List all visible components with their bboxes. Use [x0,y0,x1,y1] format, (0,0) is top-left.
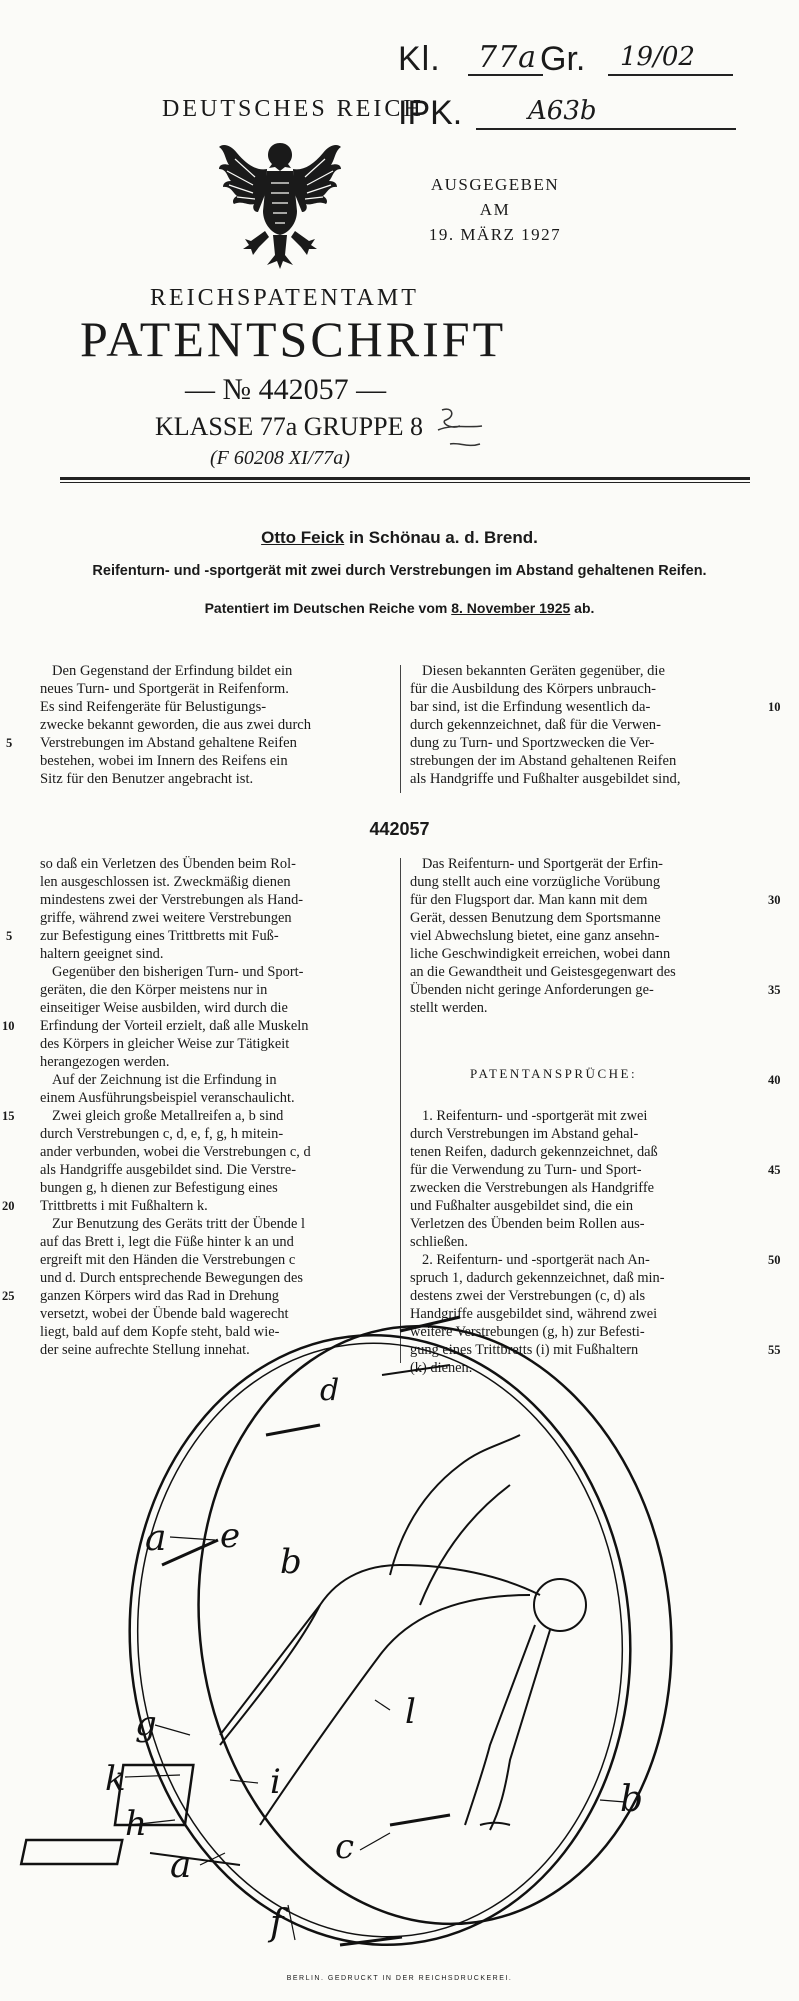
claims-heading: PATENTANSPRÜCHE: [470,1066,638,1081]
text-line: haltern geeignet sind. [40,946,164,962]
label-g: g [135,1704,157,1744]
text-line: durch Verstrebungen c, d, e, f, g, h mitein- [40,1126,284,1142]
text-line: Gerät, dessen Benutzung dem Sportsmanne [410,910,661,926]
ipk-label: IPK. [398,94,463,132]
text-line: des Körpers in gleicher Weise zur Tätigkeit [40,1036,290,1052]
country-heading: DEUTSCHES REICH [162,96,424,122]
text-line: Zur Benutzung des Geräts tritt der Übende l [52,1216,305,1232]
handwritten-mark [430,400,500,460]
text-line: für den Flugsport dar. Man kann mit dem [410,892,648,908]
text-line: herangezogen werden. [40,1054,170,1070]
page2-right-column [410,855,760,1017]
line-number: 50 [768,1253,781,1267]
issued-label: AUSGEGEBEN AM [430,175,560,219]
text-line: griffe, während zwei weitere Verstrebungen [40,910,292,926]
column-separator [400,665,401,793]
label-c: c [335,1827,355,1867]
text-line: geräten, die den Körper meistens nur in [40,982,268,998]
text-line: Gegenüber den bisherigen Turn- und Sport- [52,964,304,980]
label-h: h [125,1804,147,1844]
text-line: auf das Brett i, legt die Füße hinter k an und [40,1234,294,1250]
text-line: liegt, bald auf dem Kopfe steht, bald wie- [40,1324,280,1340]
document-type: PATENTSCHRIFT [80,311,507,367]
issue-info [420,172,570,247]
text-line: an die Gewandtheit und Geistesgegenwart des [410,964,676,980]
eagle-emblem-icon [215,135,345,275]
line-number: 55 [768,1343,781,1357]
claim-line: 2. Reifenturn- und -sportgerät nach An- [422,1252,650,1268]
patented-suffix: ab. [570,600,595,616]
label-i: i [270,1762,281,1802]
text-line: len ausgeschlossen ist. Zweckmäßig dienen [40,874,291,890]
claim-line: tenen Reifen, dadurch gekennzeichnet, daß [410,1144,658,1160]
text-line: strebungen der im Abstand gehaltenen Reifen [410,753,677,769]
patented-line [0,600,799,616]
text-line: durch gekennzeichnet, daß für die Verwen- [410,717,661,733]
text-line: als Handgriffe ausgebildet sind. Die Verstre- [40,1162,297,1178]
text-line: einseitiger Weise ausbilden, wird durch die [40,1000,288,1016]
text-line: ganzen Körpers wird das Rad in Drehung [40,1288,279,1304]
line-number: 10 [768,700,781,714]
claim-line: für die Verwendung zu Turn- und Sport- [410,1162,642,1178]
label-d: d [320,1373,340,1408]
printer-imprint: BERLIN. GEDRUCKT IN DER REICHSDRUCKEREI. [286,1975,513,1982]
line-number: 10 [2,1019,15,1033]
text-line: viel Abwechslung bietet, eine ganz ansehn- [410,928,660,944]
text-line: liche Geschwindigkeit erreichen, wobei dann [410,946,671,962]
page1-right-column [410,662,760,788]
text-line: Diesen bekannten Geräten gegenüber, die [422,663,665,679]
text-line: dung stellt auch eine vorzügliche Vorübung [410,874,661,890]
claim-line: und Fußhalter ausgebildet sind, die ein [410,1198,634,1214]
text-line: Verstrebungen im Abstand gehaltene Reifen [40,735,297,751]
group-underline [608,74,733,76]
line-number: 5 [6,929,13,943]
text-line: als Handgriffe und Fußhalter ausgebildet sind, [410,771,681,787]
label-e: e [220,1516,241,1556]
patented-date: 8. November 1925 [451,600,571,616]
label-b-inner: b [280,1542,302,1582]
text-line: bar sind, ist die Erfindung wesentlich da- [410,699,651,715]
header-rule-thin [60,482,750,483]
text-line: Zwei gleich große Metallreifen a, b sind [52,1108,284,1124]
text-line: stellt werden. [410,1000,488,1016]
class-field [398,40,538,79]
line-number: 40 [768,1073,781,1087]
text-line: versetzt, wobei der Übende bald wagerecht [40,1306,289,1322]
label-f: f [270,1903,284,1944]
patent-drawing [105,1305,700,1955]
hoop-drawing [105,1305,700,1955]
column-separator [400,858,401,1363]
patented-prefix: Patentiert im Deutschen Reiche vom [204,600,452,616]
text-line: Es sind Reifengeräte für Belustigungs- [40,699,267,715]
header-rule-thick [60,477,750,480]
text-line: zwecke bekannt geworden, die aus zwei durch [40,717,312,733]
text-line: dung zu Turn- und Sportzwecken die Ver- [410,735,655,751]
text-line: ander verbunden, wobei die Verstrebungen c, d [40,1144,311,1160]
text-line: bestehen, wobei im Innern des Reifens ein [40,753,288,769]
text-line: neues Turn- und Sportgerät in Reifenform. [40,681,289,697]
line-number: 15 [2,1109,15,1123]
group-label: Gr. [540,40,586,78]
claim-line: (k) dienen. [410,1360,473,1376]
class-label: Kl. [398,40,441,78]
claim-line: 1. Reifenturn- und -sportgerät mit zwei [422,1108,648,1124]
class-value: 77a [478,40,538,75]
text-line: Auf der Zeichnung ist die Erfindung in [52,1072,277,1088]
text-line: ergreift mit den Händen die Verstrebungen c [40,1252,296,1268]
claim-line: weitere Verstrebungen (g, h) zur Befesti- [410,1324,645,1340]
text-line: zur Befestigung eines Trittbretts mit Fuß- [40,928,279,944]
invention-title: Reifenturn- und -sportgerät mit zwei durch Verstrebungen im Abstand gehaltenen Reifen. [92,563,707,579]
issued-date: 19. MÄRZ 1927 [428,225,562,244]
claim-line: durch Verstrebungen im Abstand gehal- [410,1126,639,1142]
text-line: der seine aufrechte Stellung innehat. [40,1342,250,1358]
line-number: 45 [768,1163,781,1177]
text-line: bungen g, h dienen zur Befestigung eines [40,1180,278,1196]
label-a-bottom: a [170,1845,192,1886]
claim-line: Verletzen des Übenden beim Rollen aus- [410,1216,645,1232]
class-group-line: KLASSE 77a GRUPPE 8 [155,412,423,441]
claim-line: gung eines Trittbretts (i) mit Fußhaltern [410,1342,639,1358]
label-l: l [405,1692,416,1732]
text-line: Sitz für den Benutzer angebracht ist. [40,771,254,787]
group-field [540,40,695,79]
text-line: Erfindung der Vorteil erzielt, daß alle Muskeln [40,1018,309,1034]
ipk-value: A63b [528,96,597,126]
text-line: für die Ausbildung des Körpers unbrauch- [410,681,657,697]
claim-line: schließen. [410,1234,468,1250]
label-k: k [105,1759,126,1799]
text-line: und d. Durch entsprechende Bewegungen des [40,1270,303,1286]
text-line: einem Ausführungsbeispiel veranschaulicht. [40,1090,295,1106]
text-line: Den Gegenstand der Erfindung bildet ein [52,663,293,679]
text-line: mindestens zwei der Verstrebungen als Hand- [40,892,304,908]
line-number: 5 [6,736,13,750]
page2-left-column [40,855,385,1359]
class-underline [468,74,543,76]
inventor-name: Otto Feick [261,528,345,547]
group-value: 19/02 [620,42,695,72]
label-a-top: a [145,1518,167,1559]
patent-office: REICHSPATENTAMT [150,285,419,311]
claim-line: spruch 1, dadurch gekennzeichnet, daß min- [410,1270,665,1286]
page1-left-column [40,662,385,788]
inventor-line [0,528,799,548]
label-b-right: b [620,1779,644,1820]
text-line: Übenden nicht geringe Anforderungen ge- [410,982,654,998]
text-line: so daß ein Verletzen des Übenden beim Rol- [40,856,296,872]
line-number: 20 [2,1199,15,1213]
line-number: 25 [2,1289,15,1303]
text-line: Trittbretts i mit Fußhaltern k. [40,1198,208,1214]
file-signature: (F 60208 XI/77a) [210,447,350,469]
inventor-place: in Schönau a. d. Brend. [344,528,538,547]
ipk-field [398,94,597,133]
page-number: 442057 [369,819,430,839]
claim-line: zwecken die Verstrebungen als Handgriffe [410,1180,655,1196]
figure-labels [105,1373,643,1944]
claim-line: Handgriffe ausgebildet sind, während zwei [410,1306,658,1322]
claim-line: destens zwei der Verstrebungen (c, d) als [410,1288,646,1304]
line-number: 30 [768,893,781,907]
text-line: Das Reifenturn- und Sportgerät der Erfin- [422,856,663,872]
ipk-underline [476,128,736,130]
patent-number: — № 442057 — [185,373,387,406]
line-number: 35 [768,983,781,997]
